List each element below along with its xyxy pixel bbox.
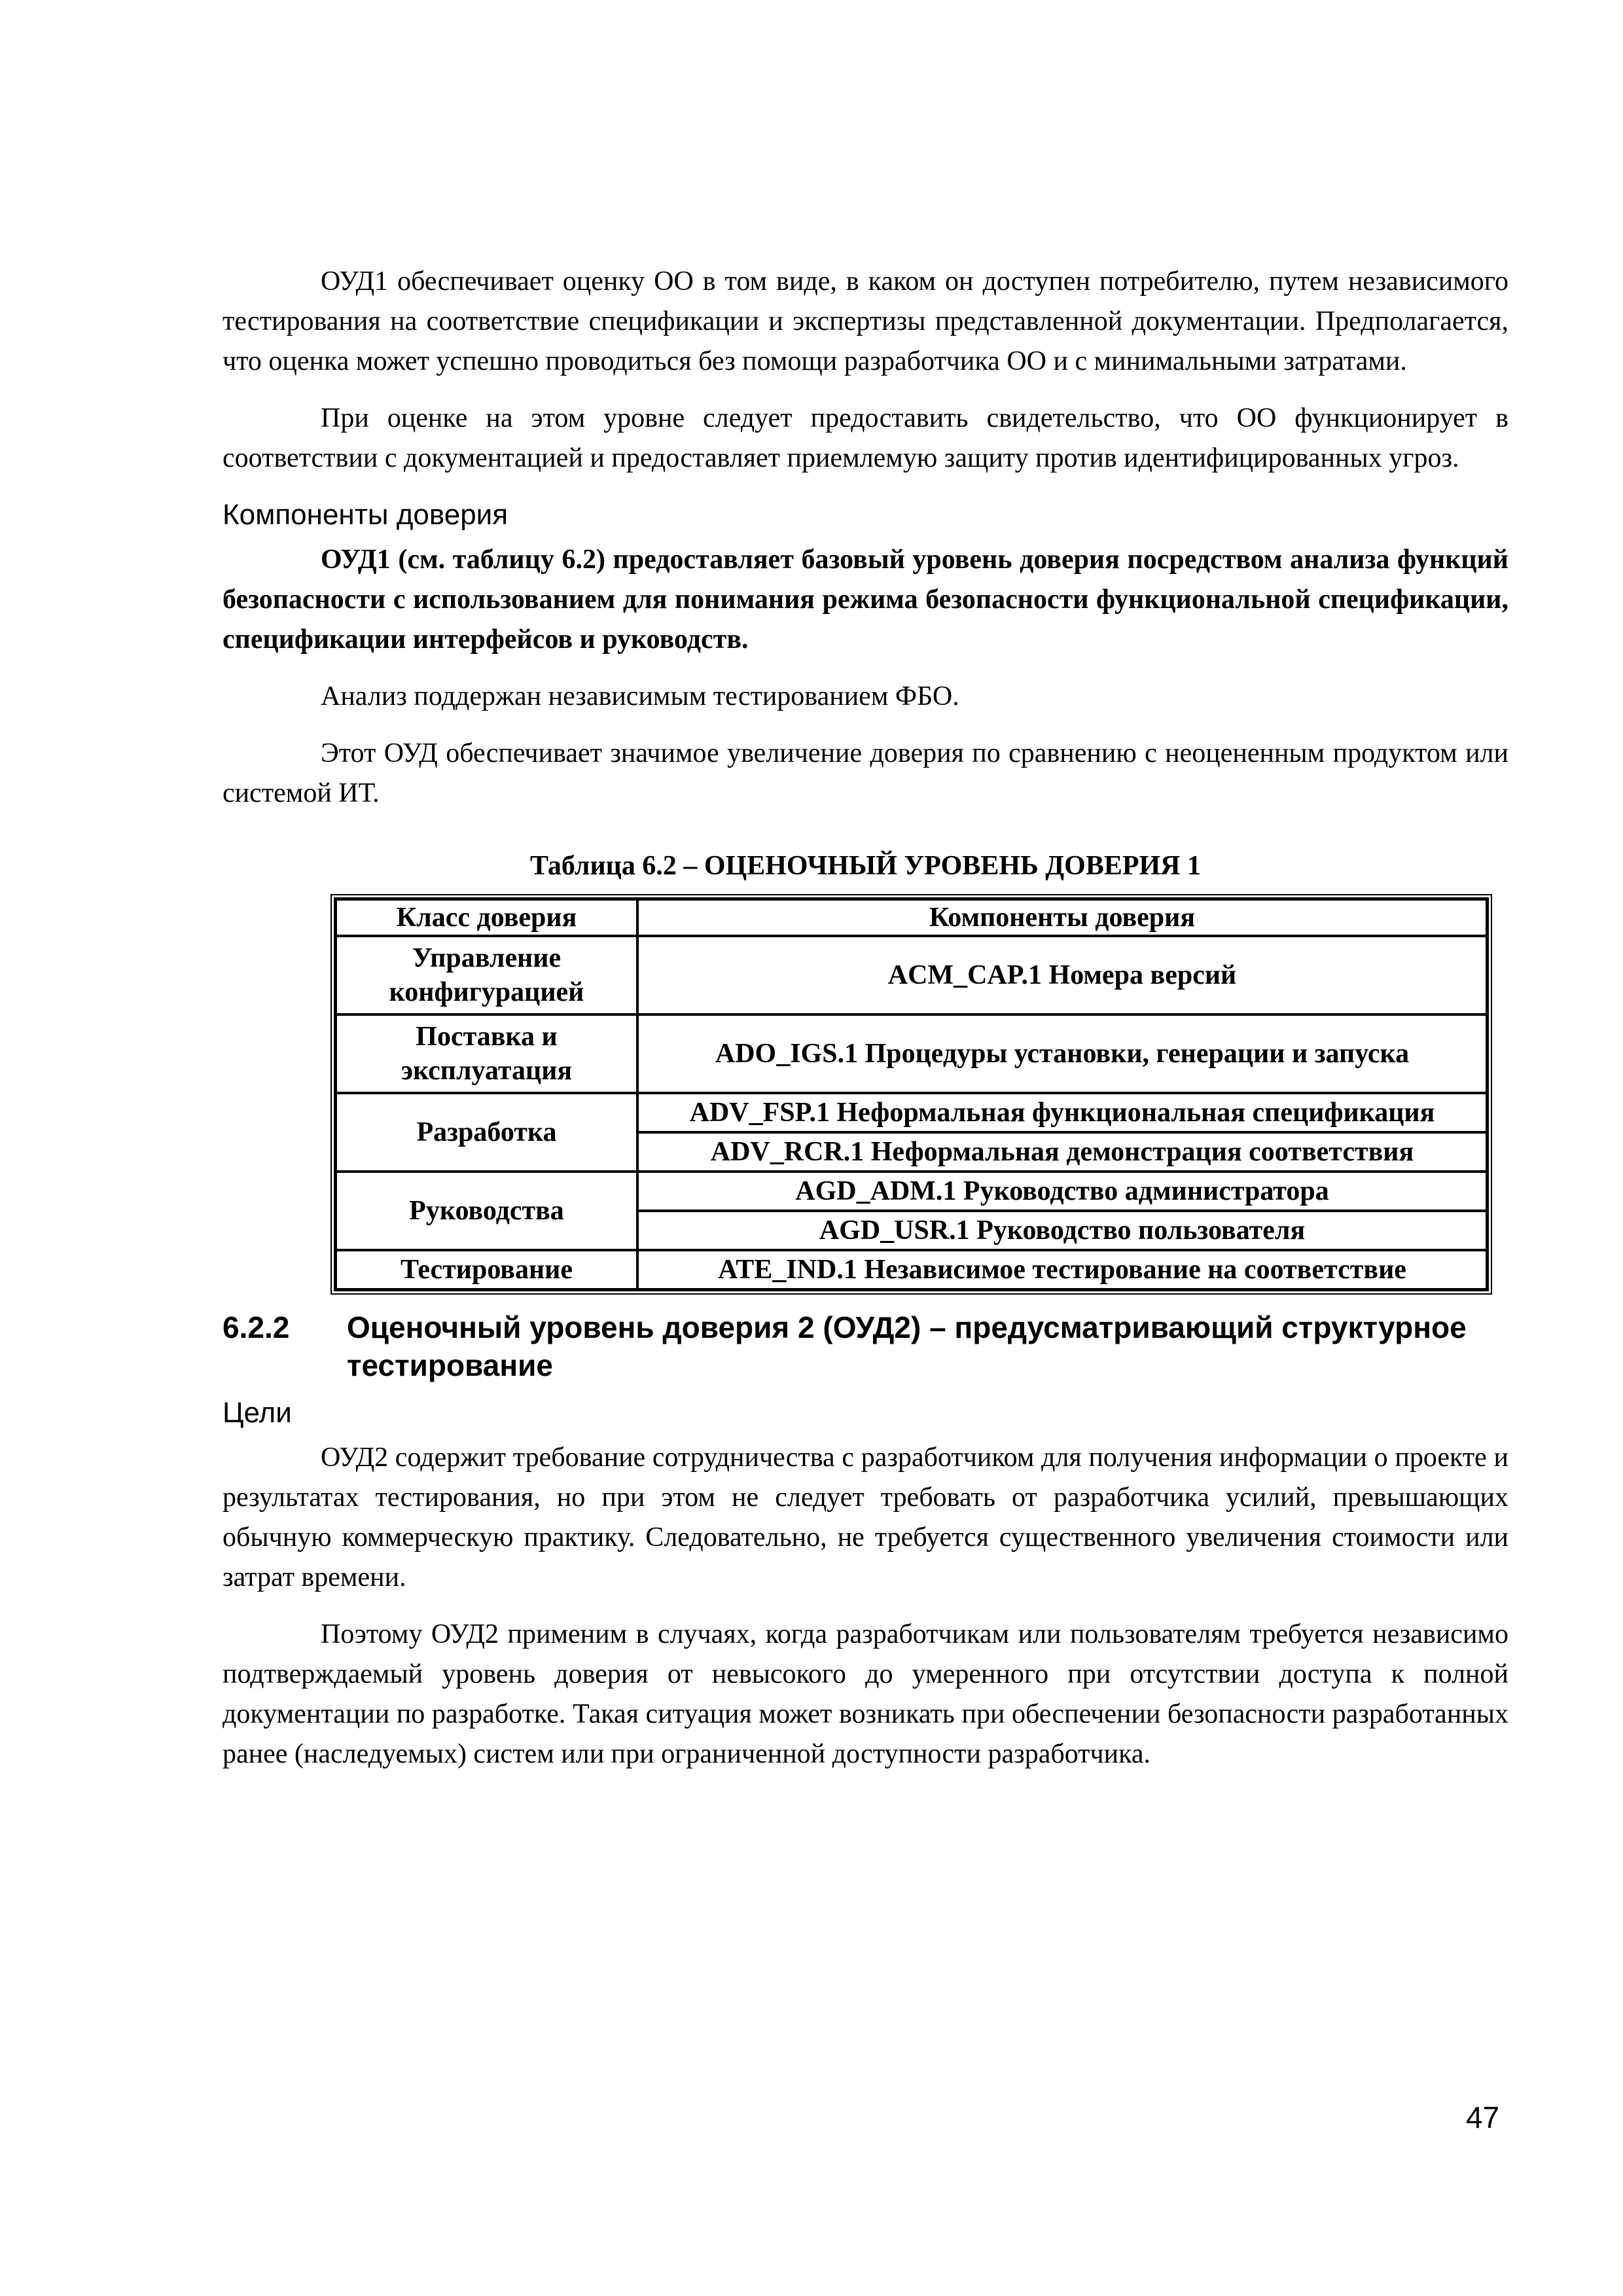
section-title: Оценочный уровень доверия 2 (ОУД2) – предусматривающий структурное тестирование	[347, 1310, 1467, 1382]
section-number: 6.2.2	[223, 1310, 290, 1344]
component-cell: ACM_CAP.1 Номера версий	[637, 936, 1487, 1014]
table-row	[336, 1172, 1487, 1211]
component-cell: ADV_FSP.1 Неформальная функциональная спецификация	[637, 1093, 1487, 1132]
intro-paragraph-2: При оценке на этом уровне следует предоставить свидетельство, что ОО функционирует в соответствии с документацией и предоставляет приемлемую защиту против идентифицированных угроз.	[223, 403, 1508, 473]
goals-heading: Цели	[223, 1397, 292, 1429]
page-content	[223, 262, 1508, 1791]
header-components: Компоненты доверия	[637, 899, 1487, 936]
class-cell-testing: Тестирование	[336, 1250, 637, 1289]
components-bold-paragraph: ОУД1 (см. таблицу 6.2) предоставляет базовый уровень доверия посредством анализа функций безопасности с использованием для понимания режима безопасности функциональной спецификации, спецификации интерфейсов и руководств.	[223, 545, 1508, 655]
goals-paragraph-2: Поэтому ОУД2 применим в случаях, когда разработчикам или пользователям требуется независимо подтверждаемый уровень доверия от невысокого до умеренного при отсутствии доступа к полной документации по разработке. Такая ситуация может возникать при обеспечении безопасности разработанных ранее (наследуемых) систем или при ограниченной доступности разработчика.	[223, 1619, 1508, 1769]
table-row	[336, 1014, 1487, 1093]
class-cell-delivery: Поставка и эксплуатация	[336, 1014, 637, 1093]
components-heading: Компоненты доверия	[223, 499, 508, 531]
table-header-row	[336, 899, 1487, 936]
component-cell: ADO_IGS.1 Процедуры установки, генерации и запуска	[637, 1014, 1487, 1093]
components-paragraph-2: Анализ поддержан независимым тестированием ФБО.	[321, 681, 959, 711]
table-row	[336, 1250, 1487, 1289]
section-heading	[223, 1308, 1508, 1384]
table-caption: Таблица 6.2 – ОЦЕНОЧНЫЙ УРОВЕНЬ ДОВЕРИЯ 1	[529, 851, 1202, 881]
goals-paragraph-1: ОУД2 содержит требование сотрудничества с разработчиком для получения информации о проекте и результатах тестирования, но при этом не следует требовать от разработчика усилий, превышающих обычную коммерческую практику. Следовательно, не требуется существенного увеличения стоимости или затрат времени.	[223, 1443, 1508, 1592]
header-class: Класс доверия	[336, 899, 637, 936]
table-row	[336, 936, 1487, 1014]
components-paragraph-3: Этот ОУД обеспечивает значимое увеличение доверия по сравнению с неоцененным продуктом или системой ИТ.	[223, 738, 1508, 808]
component-cell: AGD_USR.1 Руководство пользователя	[637, 1211, 1487, 1250]
component-cell: ATE_IND.1 Независимое тестирование на соответствие	[637, 1250, 1487, 1289]
component-cell: AGD_ADM.1 Руководство администратора	[637, 1172, 1487, 1211]
class-cell-config: Управление конфигурацией	[336, 936, 637, 1014]
intro-paragraph-1: ОУД1 обеспечивает оценку ОО в том виде, в каком он доступен потребителю, путем независимого тестирования на соответствие спецификации и экспертизы представленной документации. Предполагается, что оценка может успешно проводиться без помощи разработчика ОО и с минимальными затратами.	[223, 266, 1508, 376]
page-number: 47	[1466, 2100, 1500, 2134]
component-cell: ADV_RCR.1 Неформальная демонстрация соответствия	[637, 1132, 1487, 1172]
class-cell-development: Разработка	[336, 1093, 637, 1172]
trust-level-table	[334, 897, 1489, 1291]
class-cell-guidance: Руководства	[336, 1172, 637, 1250]
table-row	[336, 1093, 1487, 1132]
